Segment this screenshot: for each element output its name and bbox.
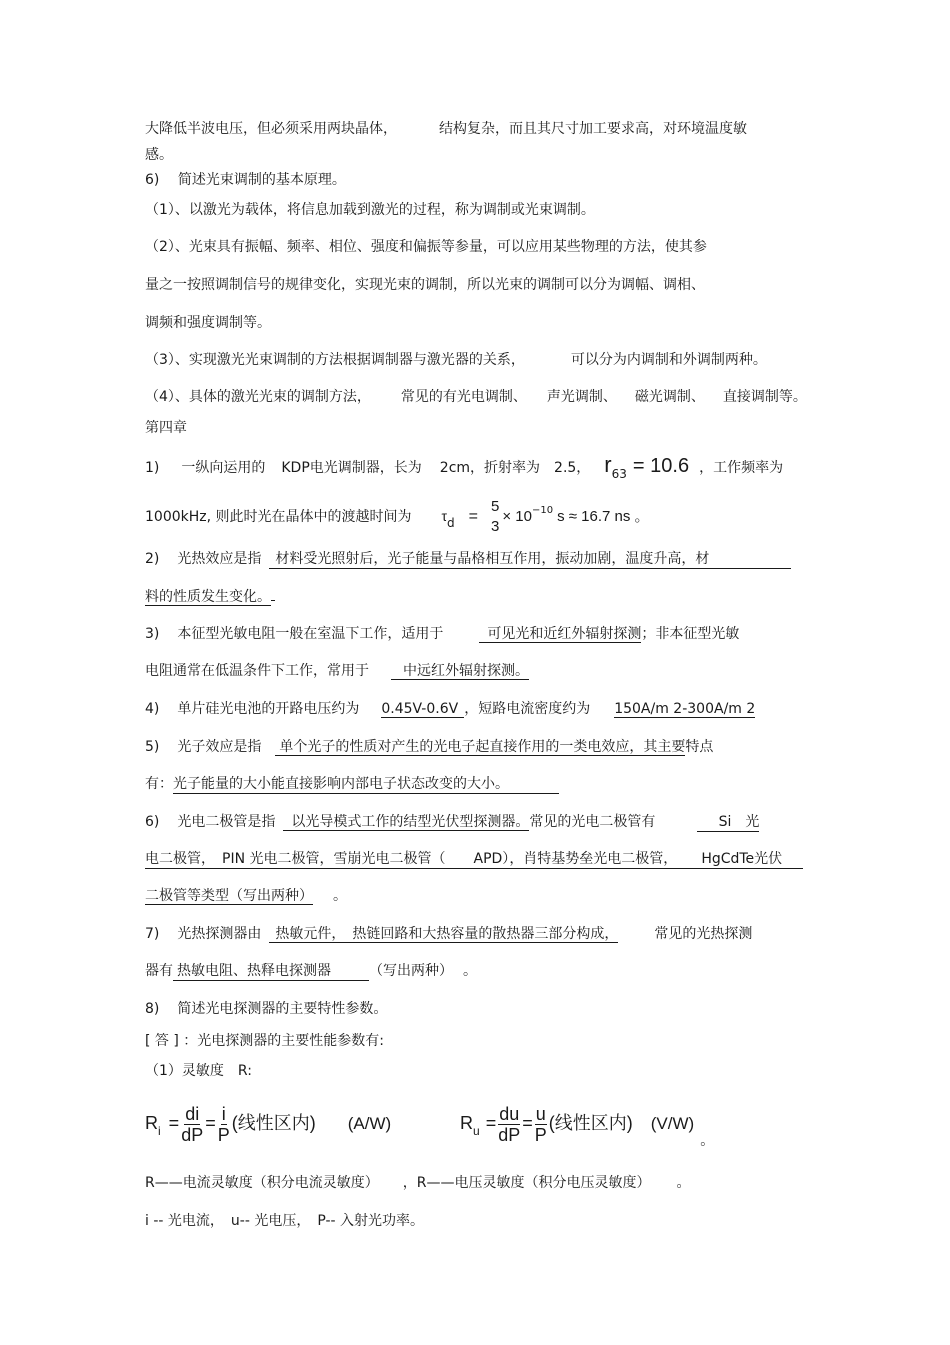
question-heading: 6) 简述光束调制的基本原理。: [145, 172, 346, 188]
question-6-line-1: 6) 光电二极管是指 以光导模式工作的结型光伏型探测器。常见的光电二极管有 Si 光: [145, 814, 760, 830]
fraction: $\frac{du}{dP}$: [498, 1103, 521, 1145]
definition-line: i -- 光电流， u-- 光电压， P-- 入射光功率。: [145, 1213, 425, 1229]
text-line: （4）、具体的激光光束的调制方法， 常见的有光电调制、 声光调制、 磁光调制、 直接调制等。: [145, 389, 807, 405]
answer-item: （1）灵敏度 R:: [145, 1063, 252, 1079]
definition-line: R——电流灵敏度（积分电流灵敏度） ，R——电压灵敏度（积分电压灵敏度） 。: [145, 1175, 691, 1191]
question-2-line-1: 2) 光热效应是指 材料受光照射后，光子能量与晶格相互作用，振动加剧，温度升高，材: [145, 550, 791, 569]
question-2-line-2: 料的性质发生变化。: [145, 588, 275, 606]
responsivity-formula-voltage: $R_u$ = $\frac{du}{dP}$ = $\frac{u}{P}$ (线性区内) $(V/W)_。$: [460, 1103, 715, 1148]
fraction: $\frac{di}{dP}$: [181, 1103, 204, 1145]
chapter-heading: 第四章: [145, 420, 187, 436]
text-line: （3）、实现激光光束调制的方法根据调制器与激光器的关系， 可以分为内调制和外调制两种。: [145, 352, 767, 368]
question-8: 8) 简述光电探测器的主要特性参数。: [145, 1001, 388, 1017]
text-line: （1）、以激光为载体，将信息加载到激光的过程，称为调制或光束调制。: [145, 202, 595, 218]
question-3-line-1: 3) 本征型光敏电阻一般在室温下工作，适用于 可见光和近红外辐射探测；非本征型光敏: [145, 626, 740, 642]
fraction: $\frac{i}{P}$: [217, 1103, 230, 1145]
question-5-line-2: 有：光子能量的大小能直接影响内部电子状态改变的大小。: [145, 775, 559, 794]
question-6-line-3: 二极管等类型（写出两种） 。: [145, 888, 347, 904]
question-7-line-2: 器有 热敏电阻、热释电探测器 （写出两种） 。: [145, 963, 477, 979]
text-line: 调频和强度调制等。: [145, 315, 271, 331]
question-7-line-1: 7) 光热探测器由 热敏元件， 热链回路和大热容量的散热器三部分构成， 常见的光热探测: [145, 926, 753, 942]
text-line: （2）、光束具有振幅、频率、相位、强度和偏振等参量，可以应用某些物理的方法，使其参: [145, 239, 707, 255]
text-line: 感。: [145, 147, 173, 163]
question-1-line-2: 1000kHz, 则此时光在晶体中的渡越时间为 τd = 5 3 × $10^{-10}$ s ≈ 16.7 ns 。: [145, 498, 650, 535]
fraction: 5 3: [491, 498, 500, 535]
text-line: 量之一按照调制信号的规律变化，实现光束的调制，所以光束的调制可以分为调幅、调相、: [145, 277, 705, 293]
question-6-line-2: 电二极管， PIN 光电二极管，雪崩光电二极管（ APD），肖特基势垒光电二极管， HgCdTe光伏: [145, 850, 803, 869]
text-line: 大降低半波电压，但必须采用两块晶体， 结构复杂，而且其尺寸加工要求高，对环境温度敏: [145, 121, 747, 137]
answer-label: [ 答 ] ：光电探测器的主要性能参数有:: [145, 1033, 384, 1049]
question-3-line-2: 电阻通常在低温条件下工作，常用于 中远红外辐射探测。: [145, 663, 529, 679]
question-1-line-1: 1) 一纵向运用的 KDP电光调制器，长为 2cm，折射率为 2.5， r63 = 10.6 ，工作频率为: [145, 452, 784, 481]
question-5-line-1: 5) 光子效应是指 单个光子的性质对产生的光电子起直接作用的一类电效应，其主要特点: [145, 739, 714, 755]
responsivity-formula-current: $R_i$ = $\frac{di}{dP}$ = $\frac{i}{P}$ (线性区内) (A/W): [145, 1103, 392, 1145]
fraction: $\frac{u}{P}$: [534, 1103, 547, 1145]
question-4: 4) 单片硅光电池的开路电压约为 0.45V-0.6V ，短路电流密度约为 150A/m 2-300A/m 2: [145, 701, 756, 717]
